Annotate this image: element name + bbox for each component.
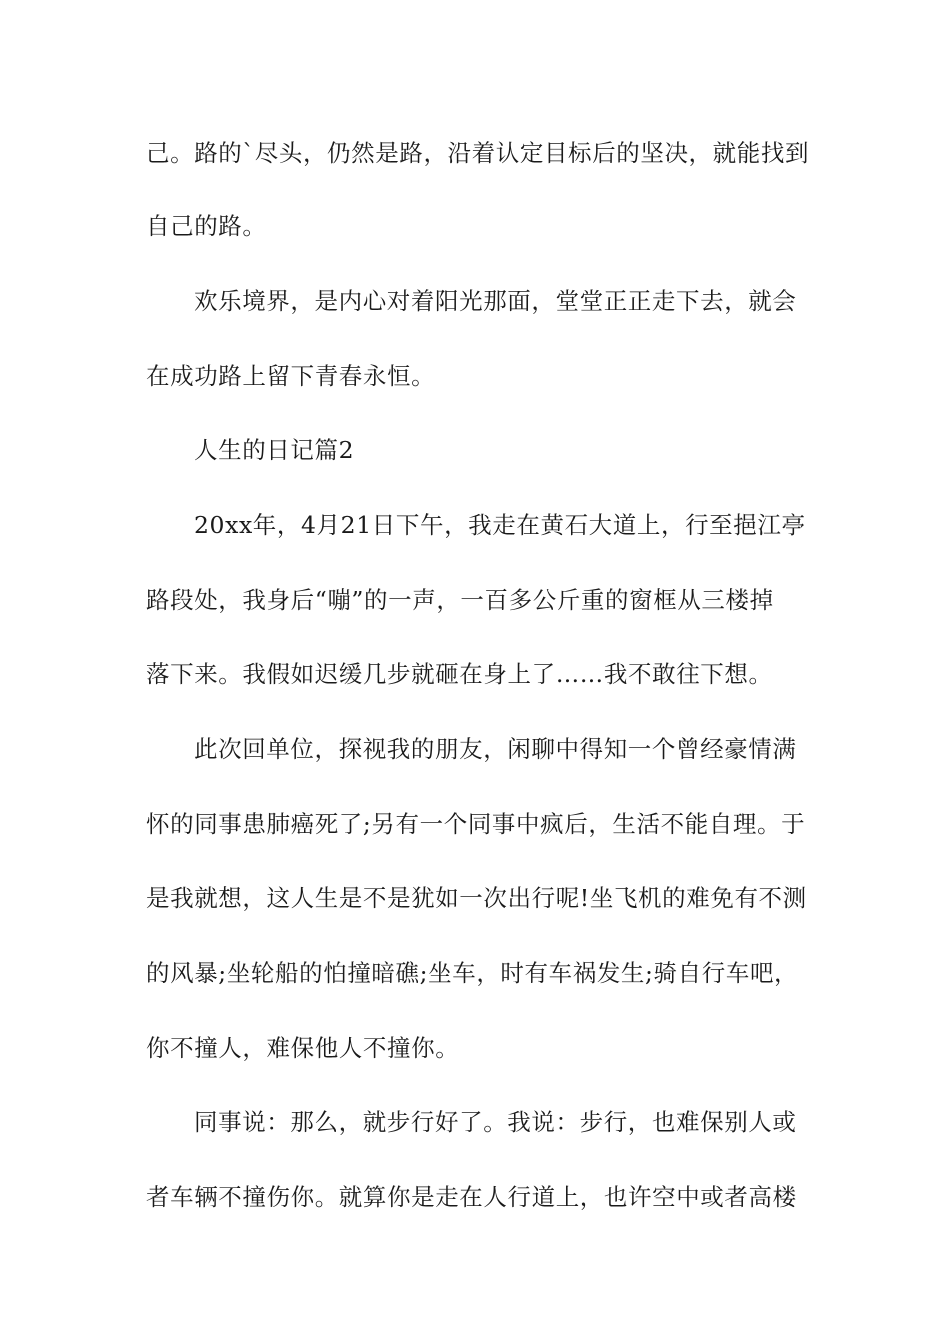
text-line: 怀的同事患肺癌死了;另有一个同事中疯后，生活不能自理。于 — [146, 810, 806, 838]
text-line: 的风暴;坐轮船的怕撞暗礁;坐车，时有车祸发生;骑自行车吧， — [146, 959, 799, 987]
paragraph-start-line: 20xx年，4月21日下午，我走在黄石大道上，行至挹江亭 — [194, 511, 806, 539]
text-line: 自己的路。 — [146, 212, 267, 240]
paragraph-start-line: 欢乐境界，是内心对着阳光那面，堂堂正正走下去，就会 — [194, 287, 797, 315]
section-heading: 人生的日记篇2 — [194, 436, 355, 464]
text-line: 落下来。我假如迟缓几步就砸在身上了……我不敢往下想。 — [146, 660, 773, 688]
paragraph-start-line: 同事说：那么，就步行好了。我说：步行，也难保别人或 — [194, 1108, 797, 1136]
text-line: 者车辆不撞伤你。就算你是走在人行道上，也许空中或者高楼 — [146, 1183, 797, 1211]
text-line: 你不撞人，难保他人不撞你。 — [146, 1034, 460, 1062]
paragraph-start-line: 此次回单位，探视我的朋友，闲聊中得知一个曾经豪情满 — [194, 735, 797, 763]
text-line: 路段处，我身后“嘣”的一声，一百多公斤重的窗框从三楼掉 — [146, 586, 774, 614]
text-line: 在成功路上留下青春永恒。 — [146, 362, 436, 390]
text-line: 是我就想，这人生是不是犹如一次出行呢!坐飞机的难免有不测 — [146, 884, 807, 912]
text-line: 己。路的`尽头，仍然是路，沿着认定目标后的坚决，就能找到 — [146, 139, 810, 167]
